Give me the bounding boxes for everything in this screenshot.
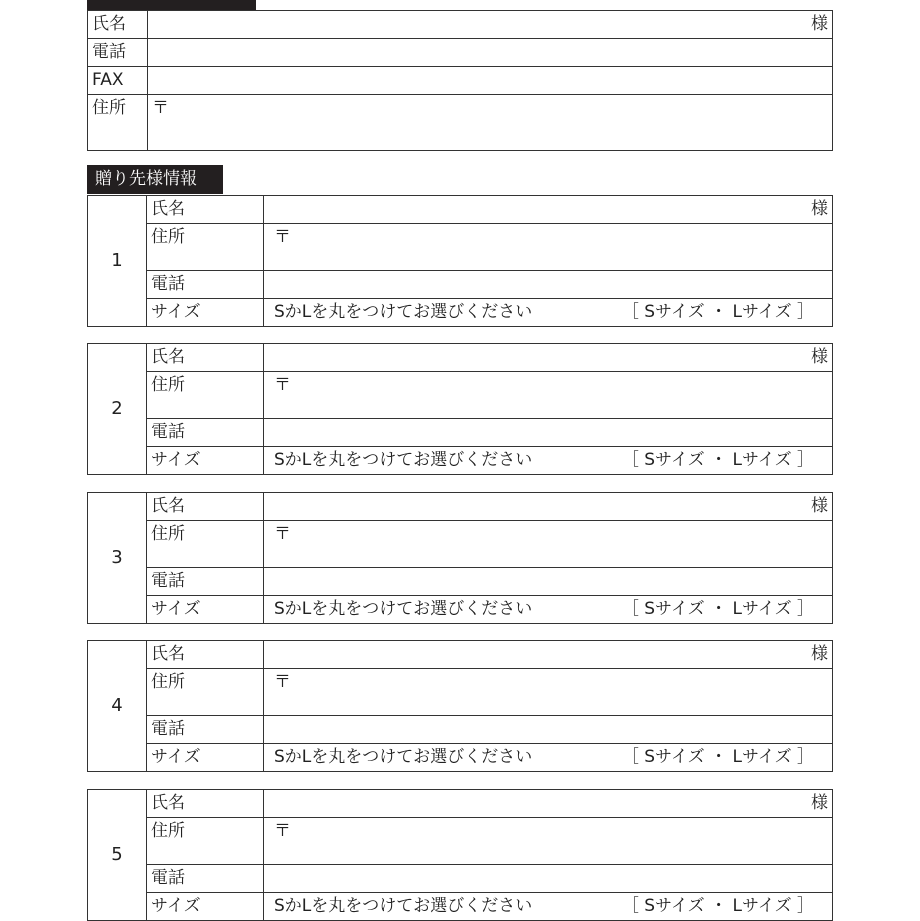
recipient-size-field[interactable] [264, 744, 833, 772]
recipient-address-field[interactable] [264, 521, 833, 568]
recipient-name-field[interactable] [264, 344, 833, 372]
recipient-phone-row [88, 865, 833, 893]
recipient-name-label: 氏名 [147, 493, 264, 521]
recipient-size-row [88, 893, 833, 921]
postal-mark: 〒 [274, 672, 291, 692]
orderer-fax-field[interactable] [148, 67, 833, 95]
recipient-address-field[interactable] [264, 372, 833, 419]
recipient-name-field[interactable] [264, 790, 833, 818]
recipient-phone-field[interactable] [264, 865, 833, 893]
recipient-name-row [88, 493, 833, 521]
postal-mark: 〒 [152, 98, 169, 118]
recipient-phone-label: 電話 [147, 865, 264, 893]
recipient-table-4 [87, 640, 833, 772]
orderer-address-field[interactable] [148, 95, 833, 151]
recipient-phone-field[interactable] [264, 568, 833, 596]
postal-mark: 〒 [274, 821, 291, 841]
size-instruction: SかLを丸をつけてお選びください [274, 896, 533, 916]
recipient-name-row [88, 196, 833, 224]
recipient-phone-row [88, 419, 833, 447]
recipient-name-label: 氏名 [147, 790, 264, 818]
recipient-address-label: 住所 [147, 818, 264, 865]
size-instruction: SかLを丸をつけてお選びください [274, 450, 533, 470]
recipient-phone-field[interactable] [264, 419, 833, 447]
orderer-phone-field[interactable] [148, 39, 833, 67]
recipient-table-2 [87, 343, 833, 475]
size-choices[interactable]: ［ Sサイズ ・ Lサイズ ］ [621, 747, 814, 767]
recipient-number: 1 [88, 196, 147, 327]
recipient-size-field[interactable] [264, 596, 833, 624]
postal-mark: 〒 [274, 375, 291, 395]
recipient-size-label: サイズ [147, 893, 264, 921]
honorific-suffix: 様 [811, 793, 828, 813]
size-instruction: SかLを丸をつけてお選びください [274, 747, 533, 767]
honorific-suffix: 様 [811, 644, 828, 664]
orderer-name-row [88, 11, 833, 39]
recipient-name-row [88, 344, 833, 372]
orderer-name-field[interactable] [148, 11, 833, 39]
recipient-size-label: サイズ [147, 744, 264, 772]
recipient-number: 3 [88, 493, 147, 624]
postal-mark: 〒 [274, 227, 291, 247]
honorific-suffix: 様 [811, 199, 828, 219]
recipient-address-label: 住所 [147, 372, 264, 419]
recipient-number: 4 [88, 641, 147, 772]
recipient-size-row [88, 447, 833, 475]
recipient-address-row [88, 818, 833, 865]
recipient-phone-row [88, 568, 833, 596]
recipient-address-label: 住所 [147, 521, 264, 568]
orderer-phone-label: 電話 [88, 39, 148, 67]
recipient-name-field[interactable] [264, 196, 833, 224]
recipient-name-field[interactable] [264, 493, 833, 521]
recipient-address-row [88, 224, 833, 271]
recipient-size-row [88, 744, 833, 772]
recipient-phone-row [88, 716, 833, 744]
recipient-section-title: 贈り先様情報 [87, 165, 223, 194]
recipient-size-field[interactable] [264, 299, 833, 327]
recipient-address-row [88, 521, 833, 568]
recipient-size-field[interactable] [264, 893, 833, 921]
recipient-size-label: サイズ [147, 299, 264, 327]
honorific-suffix: 様 [811, 347, 828, 367]
orderer-fax-row [88, 67, 833, 95]
orderer-name-label: 氏名 [88, 11, 148, 39]
size-choices[interactable]: ［ Sサイズ ・ Lサイズ ］ [621, 599, 814, 619]
size-choices[interactable]: ［ Sサイズ ・ Lサイズ ］ [621, 450, 814, 470]
recipient-size-row [88, 299, 833, 327]
recipient-address-label: 住所 [147, 224, 264, 271]
recipient-address-label: 住所 [147, 669, 264, 716]
recipient-name-field[interactable] [264, 641, 833, 669]
recipient-address-field[interactable] [264, 669, 833, 716]
recipient-size-label: サイズ [147, 596, 264, 624]
size-choices[interactable]: ［ Sサイズ ・ Lサイズ ］ [621, 302, 814, 322]
size-instruction: SかLを丸をつけてお選びください [274, 302, 533, 322]
size-instruction: SかLを丸をつけてお選びください [274, 599, 533, 619]
recipient-name-row [88, 641, 833, 669]
recipient-number: 2 [88, 344, 147, 475]
recipient-phone-field[interactable] [264, 271, 833, 299]
recipient-size-field[interactable] [264, 447, 833, 475]
orderer-address-label: 住所 [88, 95, 148, 151]
recipient-address-row [88, 372, 833, 419]
recipient-size-label: サイズ [147, 447, 264, 475]
recipient-table-1 [87, 195, 833, 327]
recipient-name-label: 氏名 [147, 196, 264, 224]
orderer-info-table [87, 10, 833, 151]
orderer-phone-row [88, 39, 833, 67]
recipient-address-row [88, 669, 833, 716]
recipient-address-field[interactable] [264, 224, 833, 271]
recipient-phone-field[interactable] [264, 716, 833, 744]
recipient-table-3 [87, 492, 833, 624]
recipient-address-field[interactable] [264, 818, 833, 865]
recipient-name-label: 氏名 [147, 641, 264, 669]
recipient-phone-label: 電話 [147, 716, 264, 744]
postal-mark: 〒 [274, 524, 291, 544]
recipient-phone-label: 電話 [147, 271, 264, 299]
orderer-fax-label: FAX [88, 67, 148, 95]
size-choices[interactable]: ［ Sサイズ ・ Lサイズ ］ [621, 896, 814, 916]
orderer-address-row [88, 95, 833, 151]
recipient-name-row [88, 790, 833, 818]
recipient-phone-label: 電話 [147, 568, 264, 596]
honorific-suffix: 様 [811, 496, 828, 516]
honorific-suffix: 様 [811, 14, 828, 34]
recipient-number: 5 [88, 790, 147, 921]
recipient-phone-label: 電話 [147, 419, 264, 447]
recipient-phone-row [88, 271, 833, 299]
recipient-size-row [88, 596, 833, 624]
recipient-table-5 [87, 789, 833, 921]
recipient-name-label: 氏名 [147, 344, 264, 372]
orderer-section-title [87, 0, 256, 10]
